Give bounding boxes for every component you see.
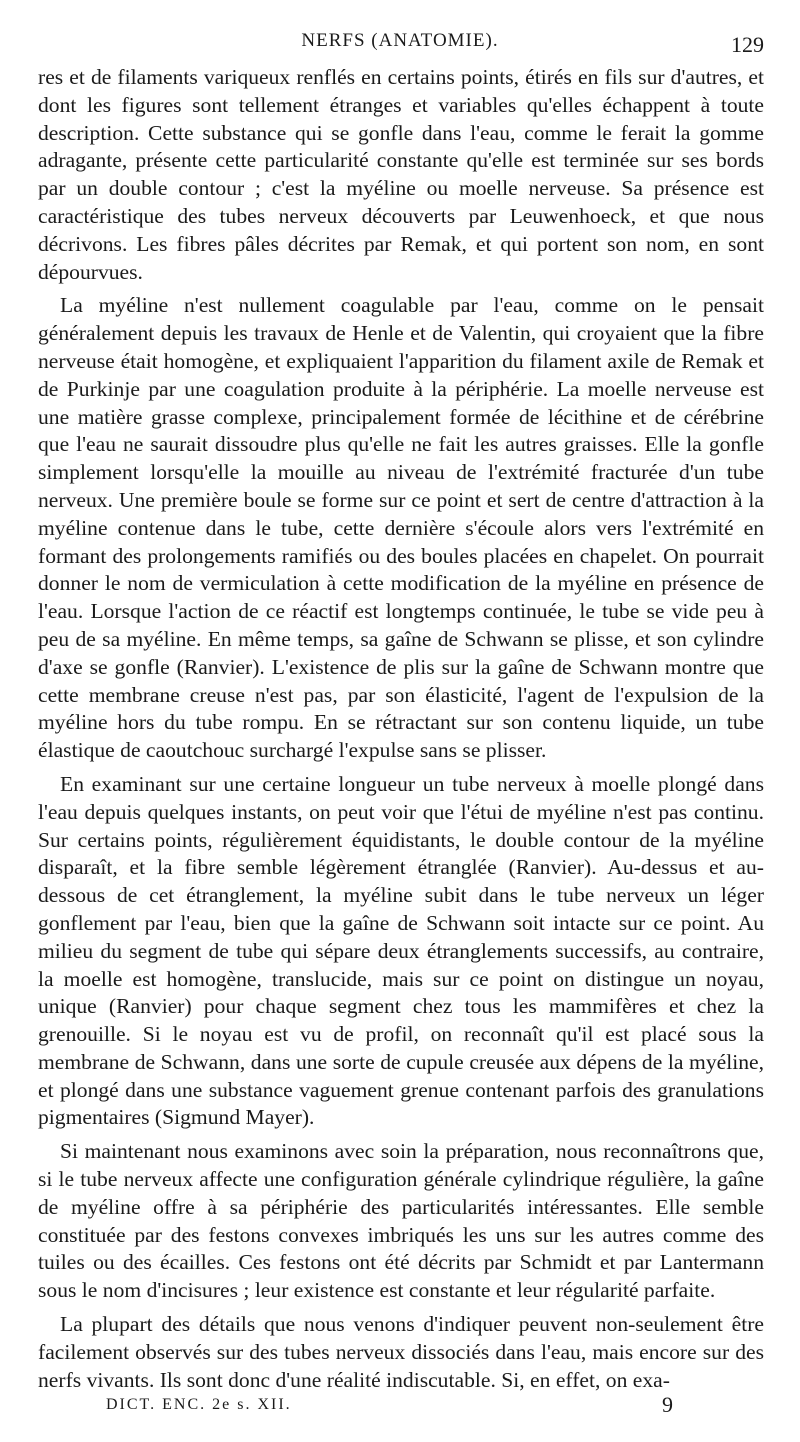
paragraph-1: res et de filaments variqueux renflés en certains points, étirés en fils sur d'autres, et dont les figures sont tellement étranges et variables qu'elles échappent à toute description. Cette substance qui se gonfle dans l'eau, comme le ferait la gomme adragante, présente cette particularité constante qu'elle est terminée sur ses bords par un double contour ; c'est la myéline ou moelle nerveuse. Sa présence est caractéristique des tubes nerveux découverts par Leuwenhoeck, et que nous décrivons. Les fibres pâles décrites par Remak, et qui portent son nom, en sont dépourvues. — [38, 65, 764, 284]
body-text — [38, 64, 764, 1400]
page-footer — [0, 1392, 800, 1420]
page-header — [0, 30, 800, 60]
paragraph-2: La myéline n'est nullement coagulable par l'eau, comme on le pensait généralement depuis les travaux de Henle et de Valentin, qui croyaient que la fibre nerveuse était homogène, et expliquaient l'apparition du filament axile de Remak et de Purkinje par une coagulation produite à la périphérie. La moelle nerveuse est une matière grasse complexe, principalement formée de lécithine et de cérébrine que l'eau ne saurait dissoudre plus qu'elle ne fait les autres graisses. Elle la gonfle simplement lorsqu'elle la mouille au niveau de l'extrémité fracturée d'un tube nerveux. Une première boule se forme sur ce point et sert de centre d'attraction à la myéline contenue dans le tube, cette dernière s'écoule alors vers l'extrémité en formant des prolongements ramifiés ou des boules placées en chapelet. On pourrait donner le nom de vermiculation à cette modification de la myéline en présence de l'eau. Lorsque l'action de ce réactif est longtemps continuée, le tube se vide peu à peu de sa myéline. En même temps, sa gaîne de Schwann se plisse, et son cylindre d'axe se gonfle (Ranvier). L'existence de plis sur la gaîne de Schwann montre que cette membrane creuse n'est pas, par son élasticité, l'agent de l'expulsion de la myéline hors du tube rompu. En se rétractant sur son contenu liquide, un tube élastique de caoutchouc surchargé l'expulse sans se plisser. — [38, 293, 764, 763]
paragraph-5: La plupart des détails que nous venons d'indiquer peuvent non-seulement être facilement observés sur des tubes nerveux dissociés dans l'eau, mais encore sur des nerfs vivants. Ils sont donc d'une réalité indiscutable. Si, en effet, on exa- — [38, 1312, 764, 1392]
folio-number: 9 — [662, 1392, 673, 1417]
paragraph-3: En examinant sur une certaine longueur un tube nerveux à moelle plongé dans l'eau depuis quelques instants, on peut voir que l'étui de myéline n'est pas continu. Sur certains points, régulièrement équidistants, le double contour de la myéline disparaît, et la fibre semble légèrement étranglée (Ranvier). Au-dessus et au-dessous de cet étranglement, la myéline subit dans le tube nerveux un léger gonflement par l'eau, bien que la gaîne de Schwann soit intacte sur ce point. Au milieu du segment de tube qui sépare deux étranglements successifs, au contraire, la moelle est homogène, translucide, mais sur ce point on distingue un noyau, unique (Ranvier) pour chaque segment chez tous les mammifères et chez la grenouille. Si le noyau est vu de profil, on reconnaît qu'il est placé sous la membrane de Schwann, dans une sorte de cupule creusée aux dépens de la myéline, et plongé dans une substance vaguement grenue contenant parfois des granulations pigmentaires (Sigmund Mayer). — [38, 771, 764, 1130]
running-title: NERFS (ANATOMIE). — [301, 30, 499, 51]
printer-signature: DICT. ENC. 2e s. XII. — [106, 1396, 292, 1413]
page-number: 129 — [731, 32, 764, 57]
paragraph-4: Si maintenant nous examinons avec soin la préparation, nous reconnaîtrons que, si le tube nerveux affecte une configuration générale cylindrique régulière, la gaîne de myéline offre à sa périphérie des particularités intéressantes. Elle semble constituée par des festons convexes imbriqués les uns sur les autres comme des tuiles ou des écailles. Ces festons ont été décrits par Schmidt et par Lantermann sous le nom d'incisures ; leur existence est constante et leur régularité parfaite. — [38, 1139, 764, 1303]
